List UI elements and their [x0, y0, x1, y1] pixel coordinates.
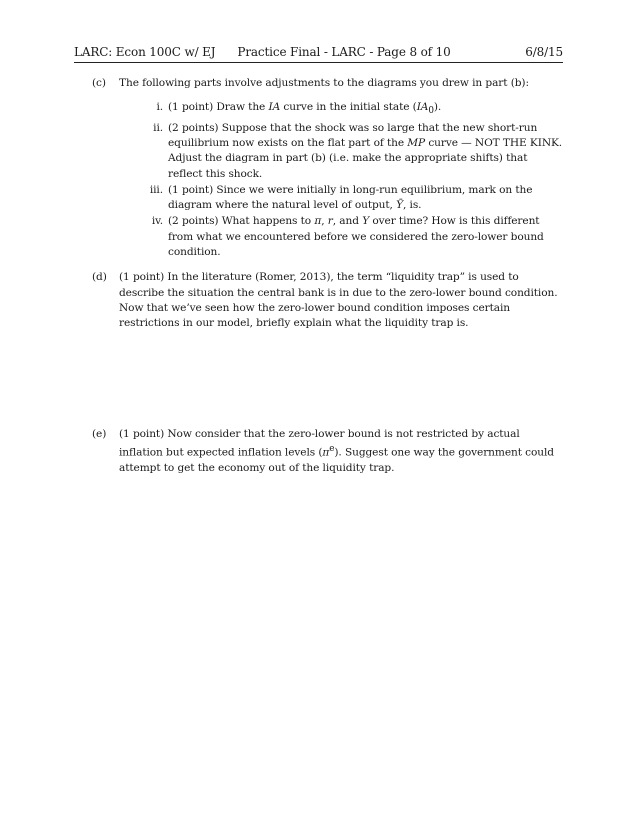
part-e-math: π	[322, 446, 330, 459]
page-header	[74, 45, 563, 63]
part-c-item	[139, 214, 563, 260]
item-text: , is.	[403, 199, 422, 212]
item-subscript: 0	[428, 106, 434, 117]
part-c-sublist	[119, 100, 563, 260]
item-text: (1 point) Draw the	[168, 101, 269, 114]
part-c-item	[139, 100, 563, 119]
page-title: Practice Final - LARC - Page 8 of 10	[237, 45, 451, 59]
item-math: Y	[362, 215, 370, 228]
item-text: ,	[321, 215, 328, 228]
item-math: π	[314, 215, 322, 228]
part-e-text: ). Suggest one way the government could attempt to get the economy out of the liquidity trap.	[119, 446, 554, 474]
item-text: over time? How is this different from what we encountered before we considered the zero-lower bound condition.	[168, 215, 544, 259]
part-c-item	[139, 183, 563, 214]
header-date: 6/8/15	[525, 45, 563, 59]
item-number: ii.	[153, 121, 163, 134]
item-text: (2 points) Suppose that the shock was so large that the new short-run equilibrium now exists on the flat part of the	[168, 121, 538, 149]
part-c-intro: The following parts involve adjustments to the diagrams you drew in part (b):	[119, 77, 529, 89]
part-e-body	[119, 427, 563, 476]
item-text: ).	[433, 101, 442, 114]
part-c-item	[139, 121, 563, 182]
part-e	[92, 427, 563, 476]
item-math: IA	[416, 101, 429, 114]
item-text: (1 point) Since we were initially in long-run equilibrium, mark on the diagram where the natural level of output,	[168, 183, 533, 212]
item-math: MP	[407, 137, 426, 149]
item-text: curve in the initial state (	[280, 101, 417, 114]
item-math: r	[327, 215, 333, 228]
item-number: iii.	[149, 183, 163, 196]
part-e-label: (e)	[92, 427, 107, 440]
course-name: LARC: Econ 100C w/ EJ	[74, 45, 216, 59]
part-d	[92, 270, 563, 331]
item-text: (2 points) What happens to	[168, 215, 315, 228]
item-number: i.	[156, 101, 163, 114]
part-e-text: (1 point) Now consider that the zero-lower bound is not restricted by actual inflation but expected inflation levels (	[119, 427, 520, 459]
item-text: , and	[332, 215, 363, 228]
header-left	[74, 45, 451, 59]
part-c	[92, 76, 563, 260]
part-e-superscript: e	[329, 443, 335, 454]
part-d-text: (1 point) In the literature (Romer, 2013), the term “liquidity trap” is used to describe the situation the central bank is in due to the zero-lower bound condition. Now that we’ve seen how the zero-lower bound condition imposes certain restrictions in our model, briefly explain what the liquidity trap is.	[119, 271, 558, 330]
part-c-label: (c)	[92, 77, 106, 89]
item-text: curve — NOT THE KINK. Adjust the diagram in part (b) (i.e. make the appropriate shifts) that reflect this shock.	[168, 137, 563, 180]
item-number: iv.	[151, 215, 163, 228]
item-math: IA	[268, 101, 281, 114]
page-content	[92, 76, 563, 476]
part-d-label: (d)	[92, 271, 107, 284]
item-math: Ȳ	[396, 199, 403, 212]
